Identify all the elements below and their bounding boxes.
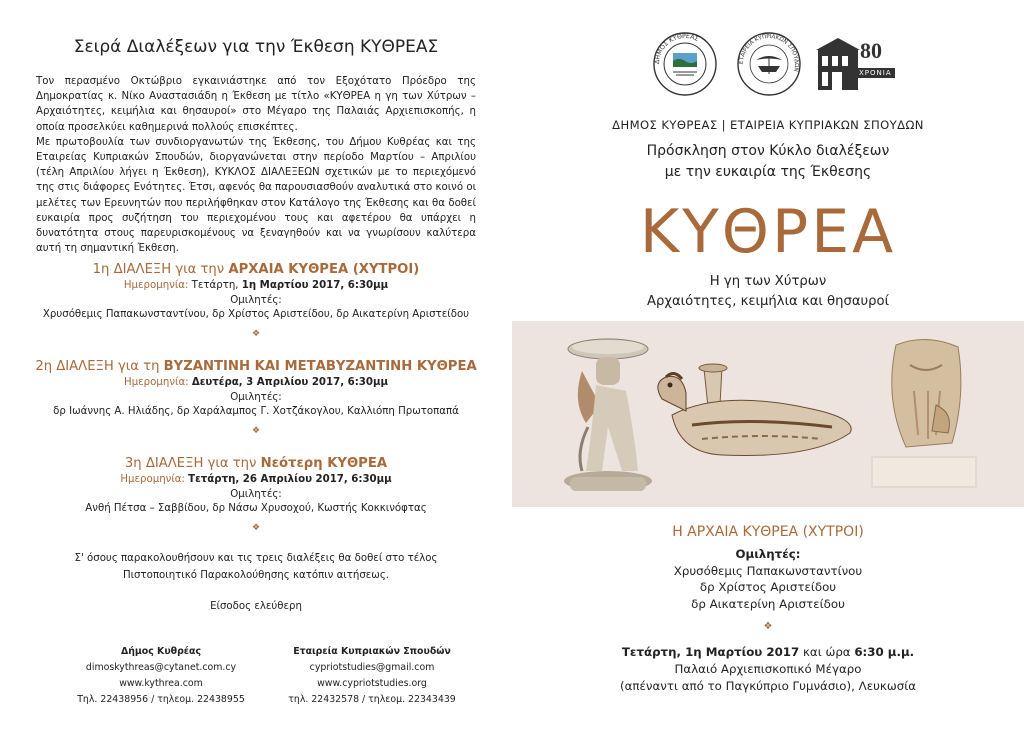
contact-society (262, 644, 482, 708)
lecture-1-date-line (0, 279, 512, 294)
contact-email[interactable]: cypriotstudies@gmail.com (309, 662, 435, 673)
lecture-3-date-line (0, 473, 512, 488)
svg-text:ΕΤΑΙΡΕΙΑ ΚΥΠΡΙΑΚΩΝ ΣΠΟΥΔΩΝ: ΕΤΑΙΡΕΙΑ ΚΥΠΡΙΑΚΩΝ ΣΠΟΥΔΩΝ (738, 33, 800, 73)
lecture-1-date-plain: Τετάρτη, (191, 280, 242, 291)
lecture-1 (0, 261, 512, 339)
lecture-3-prefix: 3η ΔΙΑΛΕΞΗ για την (124, 456, 261, 471)
free-entry: Είσοδος ελεύθερη (210, 601, 302, 612)
lecture-2-date-line (0, 376, 512, 391)
series-title: Σειρά Διαλέξεων για την Έκθεση ΚΥΘΡΕΑΣ (73, 37, 439, 57)
certificate-line-1: Σ' όσους παρακολουθήσουν και τις τρεις διαλέξεις θα δοθεί στο τέλος (74, 553, 438, 564)
lecture-2 (0, 358, 512, 436)
svg-text:ΔΗΜΟΣ ΚΥΘΡΕΑΣ: ΔΗΜΟΣ ΚΥΘΡΕΑΣ (653, 32, 700, 65)
lecture-1-date-label: Ημερομηνία: (123, 280, 192, 291)
contact-website[interactable]: www.cypriotstudies.org (317, 678, 427, 689)
certificate-note (0, 550, 512, 584)
event-date: Τετάρτη, 1η Μαρτίου 2017 (621, 645, 800, 659)
invitation-text (512, 141, 1024, 183)
exhibition-title: ΚΥΘΡΕΑ (639, 197, 897, 267)
event-speakers (512, 546, 1024, 612)
intro-text (36, 74, 476, 256)
speaker-name: δρ Αικατερίνη Αριστείδου (691, 596, 845, 611)
lecture-3-topic: Νεότερη ΚΥΘΡΕΑ (260, 456, 388, 471)
torso-fragment-image (866, 335, 986, 495)
event-time: 6:30 μ.μ. (854, 645, 915, 659)
event-time-connector: και ώρα (799, 645, 855, 659)
lecture-1-topic: ΑΡΧΑΙΑ ΚΥΘΡΕΑ (ΧΥΤΡΟΙ) (228, 262, 420, 277)
right-panel (512, 0, 1024, 730)
lecture-1-prefix: 1η ΔΙΑΛΕΞΗ για την (92, 262, 229, 277)
sphinx-artifact-image (552, 331, 662, 501)
lecture-2-date-label: Ημερομηνία: (124, 377, 192, 388)
lecture-3-date: Τετάρτη, 26 Απριλίου 2017, 6:30μμ (188, 474, 392, 485)
exhibition-subtitle (512, 272, 1024, 312)
lecture-2-heading (0, 358, 512, 376)
ornament-divider-icon: ❖ (763, 621, 773, 632)
intro-paragraph-1: Τον περασμένο Οκτώβριο εγκαινιάστηκε από τον Εξοχότατο Πρόεδρο της Δημοκρατίας κ. Νίκο Αναστασιάδη η Έκθεση με τίτλο «ΚΥΘΡΕΑ η γη των Χύτρων – Αρχαιότητες, κειμήλια και θησαυροί» στο Μέγαρο της Παλαιάς Αρχιεπισκοπής, η οποία προσελκύει καθημερινά πολλούς επισκέπτες. (36, 76, 476, 133)
event-title: Η ΑΡΧΑΙΑ ΚΥΘΡΕΑ (ΧΥΤΡΟΙ) (672, 524, 864, 540)
logos-row (650, 30, 892, 98)
certificate-line-2: Πιστοποιητικό Παρακολούθησης κατόπιν αιτήσεως. (122, 570, 390, 581)
lecture-3-speakers-label: Ομιλητές: (230, 488, 282, 500)
contact-phone: Τηλ. 22438956 / τηλεομ. 22438955 (77, 694, 245, 705)
anniversary-number: 80 (860, 38, 882, 63)
speaker-name: Χρυσόθεμις Παπακωνσταντίνου (673, 563, 863, 578)
contact-website[interactable]: www.kythrea.com (119, 678, 203, 689)
ornament-divider-icon: ❖ (251, 425, 261, 436)
lecture-2-speakers-label: Ομιλητές: (230, 391, 282, 403)
lecture-2-prefix: 2η ΔΙΑΛΕΞΗ για τη (35, 359, 164, 374)
lecture-1-heading (0, 261, 512, 279)
lecture-1-speakers: Χρυσόθεμις Παπακωνσταντίνου, δρ Χρίστος Αριστείδου, δρ Αικατερίνη Αριστείδου (42, 309, 470, 320)
speaker-name: δρ Χρίστος Αριστείδου (699, 580, 837, 594)
lecture-2-topic: ΒΥΖΑΝΤΙΝΗ ΚΑΙ ΜΕΤΑΒΥΖΑΝΤΙΝΗ ΚΥΘΡΕΑ (163, 359, 477, 374)
ornament-divider-icon: ❖ (251, 522, 261, 533)
lecture-3-date-label: Ημερομηνία: (120, 474, 189, 485)
organizers-line: ΔΗΜΟΣ ΚΥΘΡΕΑΣ | ΕΤΑΙΡΕΙΑ ΚΥΠΡΙΑΚΩΝ ΣΠΟΥΔΩΝ (612, 118, 924, 132)
venue-line-2: (απέναντι από το Παγκύπριο Γυμνάσιο), Λευκωσία (620, 679, 916, 693)
intro-paragraph-2: Με πρωτοβουλία των συνδιοργανωτών της Έκθεσης, του Δήμου Κυθρέας και της Εταιρείας Κυπριακών Σπουδών, διοργανώνεται στην περίοδο Μαρτίου – Απριλίου (τέλη Απριλίου λήγει η Έκθεση), ΚΥΚΛΟΣ ΔΙΑΛΕΞΕΩΝ σχετικών με το περιεχόμενό της στις διάφορες Ενότητες. Έτσι, αφενός θα παρουσιασθούν αναλυτικά στο κοινό οι μελέτες των Ερευνητών που περιλήφθηκαν στον Κατάλογο της Έκθεσης και θα δοθεί ευκαιρία προς συζήτηση του περιεχομένου τους και αφετέρου θα υπάρχει η δυνατότητα στους παρευρισκομένους να ξεναγηθούν και να γνωρίσουν καλύτερα αυτή τη σημαντική Έκθεση. (36, 136, 477, 255)
contact-email[interactable]: dimoskythreas@cytanet.com.cy (85, 662, 237, 673)
invitation-line-2: με την ευκαιρία της Έκθεσης (664, 164, 872, 180)
contact-phone: τηλ. 22432578 / τηλεομ. 22343439 (288, 694, 456, 705)
invitation-line-1: Πρόσκληση στον Κύκλο διαλέξεων (646, 143, 890, 159)
lecture-3-speakers: Ανθή Πέτσα – Σαββίδου, δρ Νάσω Χρυσοχού, Κωστής Κοκκινόφτας (85, 503, 427, 514)
lecture-2-date: Δευτέρα, 3 Απριλίου 2017, 6:30μμ (191, 377, 388, 388)
lecture-3-heading (0, 455, 512, 473)
ornament-divider-icon: ❖ (251, 328, 261, 339)
venue-line-1: Παλαιό Αρχιεπισκοπικό Μέγαρο (674, 662, 862, 676)
subtitle-line-1: Η γη των Χύτρων (709, 274, 827, 289)
contact-org-name: Δήμος Κυθρέας (120, 646, 202, 657)
speakers-label: Ομιλητές: (735, 547, 801, 561)
contact-org-name: Εταιρεία Κυπριακών Σπουδών (293, 646, 451, 657)
contact-municipality (56, 644, 266, 708)
artifacts-photo (512, 321, 1024, 507)
event-info (512, 644, 1024, 695)
lecture-1-speakers-label: Ομιλητές: (230, 294, 282, 306)
askos-vessel-image (652, 359, 862, 469)
society-seal-logo (734, 30, 804, 98)
lecture-1-date: 1η Μαρτίου 2017, 6:30μμ (241, 280, 389, 291)
municipality-seal-logo (650, 30, 720, 98)
anniversary-word: ΧΡΟΝΙΑ (856, 68, 895, 78)
subtitle-line-2: Αρχαιότητες, κειμήλια και θησαυροί (646, 294, 890, 309)
event-datetime (512, 644, 1024, 661)
lecture-3 (0, 455, 512, 533)
anniversary-80-logo (816, 36, 892, 94)
lecture-2-speakers: δρ Ιωάννης Α. Ηλιάδης, δρ Χαράλαμπος Γ. Χοτζάκογλου, Καλλιόπη Πρωτοπαπά (53, 406, 459, 417)
